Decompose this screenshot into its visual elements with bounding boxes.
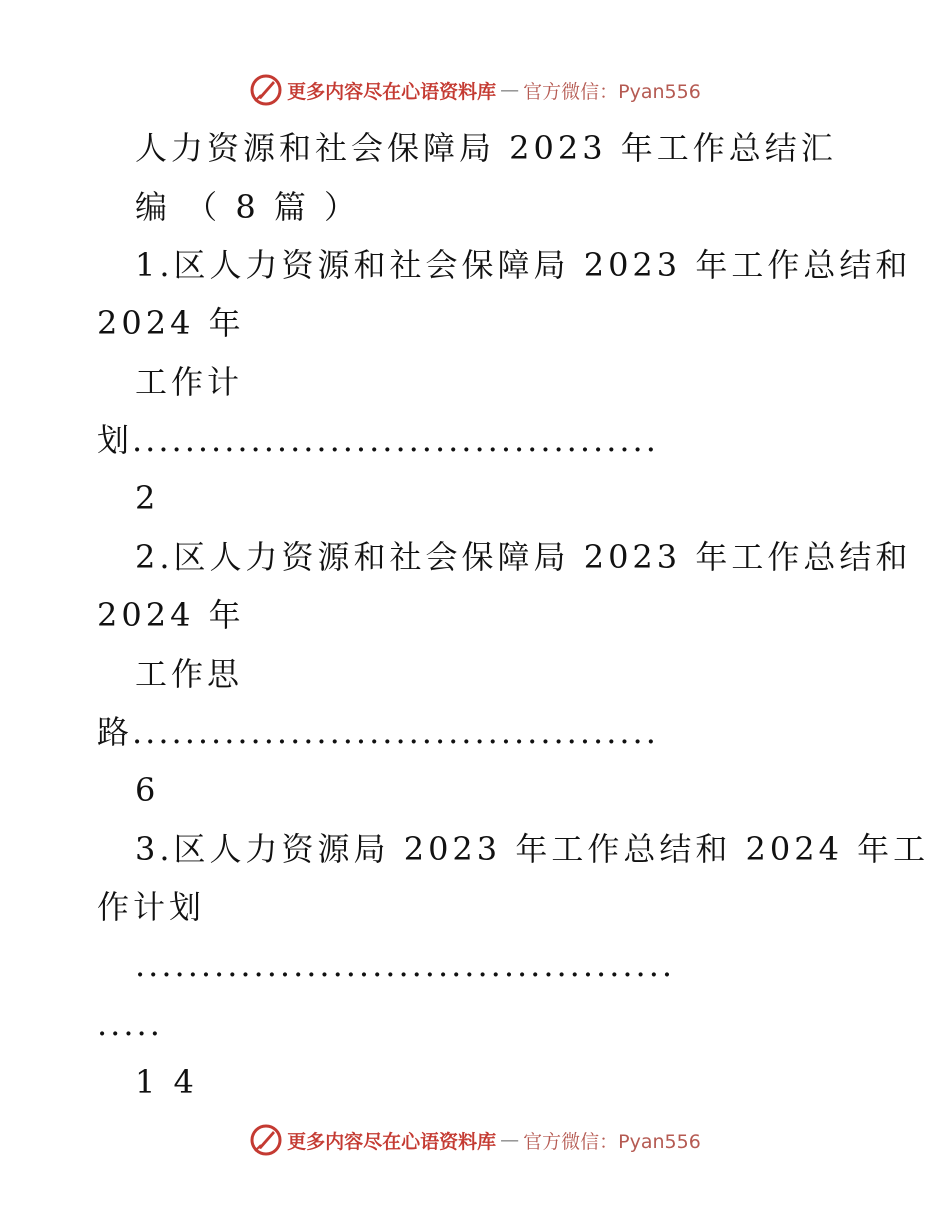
header-banner: [0, 70, 950, 110]
toc-1-page: 2: [135, 479, 160, 517]
doc-title-line1: 人力资源和社会保障局 2023 年工作总结汇: [135, 129, 837, 167]
toc-2-page: 6: [135, 771, 160, 809]
toc-2-line3: 工作思: [135, 655, 244, 693]
banner-sub-text: 官方微信：Pyan556: [523, 1130, 701, 1153]
banner-main-text: 更多内容尽在心语资料库: [287, 1130, 497, 1153]
toc-1-line4: 划........................................: [97, 421, 659, 459]
banner-main-text: 更多内容尽在心语资料库: [287, 80, 497, 103]
toc-2-line2: 2024 年: [97, 596, 245, 634]
banner-dash: —: [500, 79, 520, 101]
toc-3-page: 1 4: [135, 1063, 198, 1101]
quill-logo-icon: [249, 73, 283, 107]
banner-dash: —: [500, 1129, 520, 1151]
footer-banner: [0, 1120, 950, 1160]
toc-3-line1: 3.区人力资源局 2023 年工作总结和 2024 年工: [135, 830, 930, 868]
banner-sub-text: 官方微信：Pyan556: [523, 80, 701, 103]
doc-title-line2: 编 （ 8 篇 ）: [135, 188, 361, 226]
quill-logo-icon: [249, 1123, 283, 1157]
toc-3-line2: 作计划: [97, 888, 206, 926]
toc-1-line1: 1.区人力资源和社会保障局 2023 年工作总结和: [135, 246, 912, 284]
toc-2-line1: 2.区人力资源和社会保障局 2023 年工作总结和: [135, 538, 912, 576]
toc-1-line2: 2024 年: [97, 304, 245, 342]
toc-3-line3: .........................................: [135, 946, 676, 984]
toc-3-line4: .....: [97, 1005, 163, 1043]
toc-1-line3: 工作计: [135, 363, 244, 401]
toc-2-line4: 路........................................: [97, 713, 659, 751]
